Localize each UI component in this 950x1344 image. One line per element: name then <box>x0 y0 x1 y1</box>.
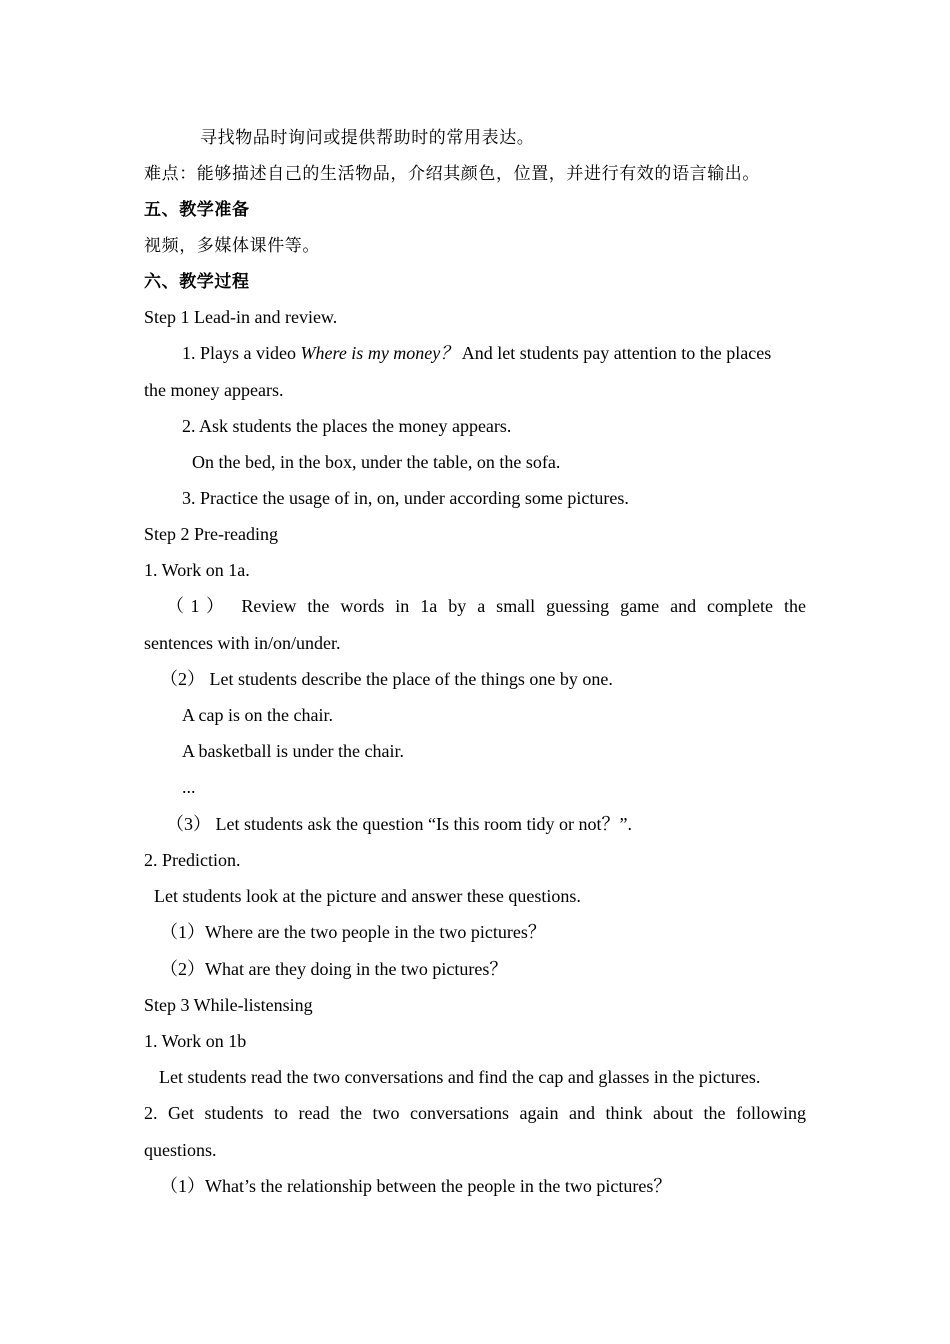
step-3-item-2-cont: questions. <box>144 1140 217 1160</box>
prediction-question-1: （1）Where are the two people in the two pictures？ <box>160 922 546 942</box>
section-heading-preparation: 五、教学准备 <box>144 200 250 220</box>
step-1-item-2-example: On the bed, in the box, under the table, on the sofa. <box>192 452 561 472</box>
prediction-text: Let students look at the picture and answer these questions. <box>154 886 581 906</box>
step-2-item-1: 1. Work on 1a. <box>144 560 250 580</box>
section-heading-process: 六、教学过程 <box>144 272 250 292</box>
step-1-heading: Step 1 Lead-in and review. <box>144 307 338 327</box>
step-2-sub-3: （3） Let students ask the question “Is this room tidy or not？”. <box>166 814 632 834</box>
key-point-continuation: 寻找物品时询问或提供帮助时的常用表达。 <box>200 128 535 148</box>
example-cap: A cap is on the chair. <box>182 705 333 725</box>
example-basketball: A basketball is under the chair. <box>182 741 404 761</box>
step-1-item-1-cont: the money appears. <box>144 380 284 400</box>
step-1-item-1 <box>182 341 806 365</box>
prediction-question-2: （2）What are they doing in the two pictures？ <box>160 959 508 979</box>
step-1-item-1-pre: 1. Plays a video <box>182 343 301 363</box>
step-2-sub-1-cont: sentences with in/on/under. <box>144 633 341 653</box>
step-2-sub-1: （1） Review the words in 1a by a small guessing game and complete the <box>166 596 806 616</box>
step-3-heading: Step 3 While-listensing <box>144 995 313 1015</box>
step-2-item-2: 2. Prediction. <box>144 850 241 870</box>
preparation-text: 视频，多媒体课件等。 <box>144 236 320 256</box>
step-2-sub-2: （2） Let students describe the place of the things one by one. <box>160 669 613 689</box>
step-1-item-1-post: And let students pay attention to the places <box>458 343 772 363</box>
step-3-item-1: 1. Work on 1b <box>144 1031 247 1051</box>
step-3-question-1: （1）What’s the relationship between the people in the two pictures？ <box>160 1176 672 1196</box>
step-2-heading: Step 2 Pre-reading <box>144 524 278 544</box>
example-ellipsis: ... <box>182 777 196 797</box>
difficulty-line: 难点：能够描述自己的生活物品，介绍其颜色，位置，并进行有效的语言输出。 <box>144 164 760 184</box>
step-3-item-1-text: Let students read the two conversations and find the cap and glasses in the pictures. <box>159 1067 761 1087</box>
step-3-item-2: 2. Get students to read the two conversations again and think about the following <box>144 1103 806 1123</box>
step-1-item-2: 2. Ask students the places the money appears. <box>182 416 512 436</box>
step-1-item-3: 3. Practice the usage of in, on, under according some pictures. <box>182 488 629 508</box>
video-title: Where is my money？ <box>300 343 459 363</box>
